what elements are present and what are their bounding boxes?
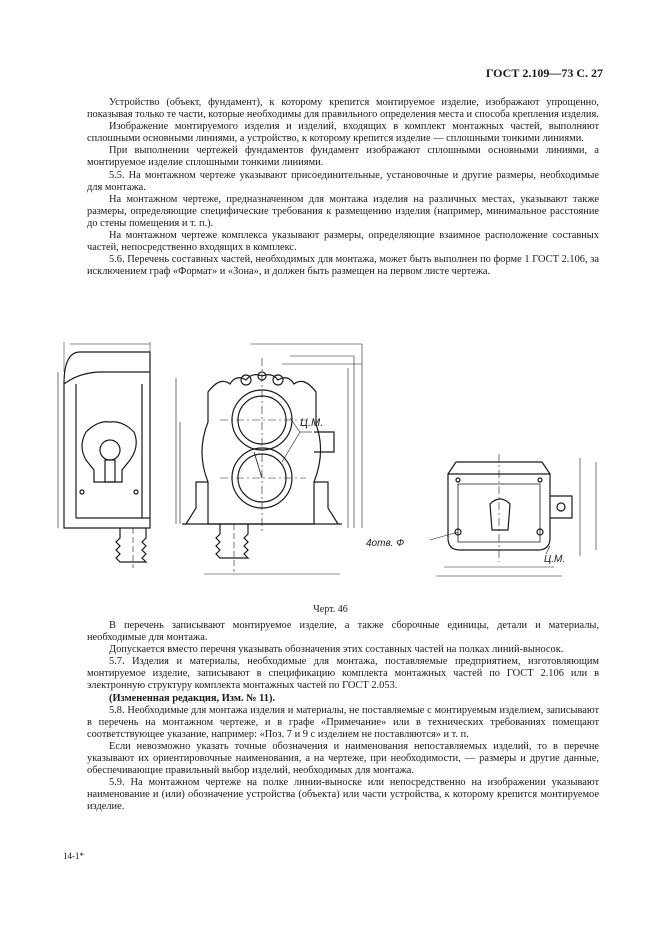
technical-drawing <box>50 332 610 600</box>
paragraph: 5.5. На монтажном чертеже указывают присоединительные, установочные и другие размеры, необходимые для монтажа. <box>87 169 599 193</box>
text-block-top <box>87 97 599 278</box>
paragraph: На монтажном чертеже, предназначенном для монтажа изделия на различных местах, указывают также размеры, определяющие специфические требования к размещению изделия (например, минимальное расстояние до стены помещения и т. п.). <box>87 193 599 229</box>
holes-label: 4отв. Ф <box>366 538 405 549</box>
front-view <box>176 344 362 574</box>
paragraph: Изображение монтируемого изделия и изделий, входящих в комплект монтажных частей, выполняют сплошными основными линиями, а устройство, к которому крепится изделие — сплошными тонкими линиями. <box>87 121 599 145</box>
page-header: ГОСТ 2.109—73 С. 27 <box>485 66 603 80</box>
figure-caption: Черт. 46 <box>313 604 348 615</box>
plan-view <box>430 454 596 576</box>
text-block-bottom <box>87 620 599 814</box>
paragraph: При выполнении чертежей фундаментов фундамент изображают сплошными основными линиями, а монтируемое изделие сплошными тонкими линиями. <box>87 145 599 169</box>
center-mark-label: Ц.М. <box>544 554 566 565</box>
paragraph: 5.8. Необходимые для монтажа изделия и материалы, не поставляемые с монтируемым изделием, записывают в перечень на монтажном чертеже, и в графе «Примечание» или в технических требованиях помещают соответствующее указание, например: «Поз. 7 и 9 с изделием не поставляются» и т. п. <box>87 704 599 740</box>
paragraph: На монтажном чертеже комплекса указывают размеры, определяющие взаимное расположение составных частей, непосредственно входящих в комплекс. <box>87 230 599 254</box>
side-view <box>58 342 150 568</box>
center-mark-label: Ц.М. <box>300 417 324 429</box>
paragraph: 5.6. Перечень составных частей, необходимых для монтажа, может быть выполнен по форме 1 ГОСТ 2.106, за исключением граф «Формат» и «Зона», и должен быть размещен на первом листе чертежа. <box>87 254 599 278</box>
paragraph: Устройство (объект, фундамент), к которому крепится монтируемое изделие, изображают упрощенно, показывая только те части, которые необходимы для правильного определения места и способа крепления изделия. <box>87 97 599 121</box>
page-footer-code: 14-1* <box>63 851 84 861</box>
paragraph: В перечень записывают монтируемое изделие, а также сборочные единицы, детали и материалы, необходимые для монтажа. <box>87 620 599 644</box>
paragraph: 5.9. На монтажном чертеже на полке линии-выноске или непосредственно на изображении указывают наименование и (или) обозначение устройства (объекта) или части устройства, к которому крепится монтируемое изделие. <box>87 777 599 813</box>
paragraph: 5.7. Изделия и материалы, необходимые для монтажа, поставляемые предприятием, изготовляющим монтируемое изделие, записывают в спецификацию комплекта монтажных частей по ГОСТ 2.106 или в электронную структуру комплекта монтажных частей по ГОСТ 2.053. <box>87 656 599 692</box>
paragraph: Допускается вместо перечня указывать обозначения этих составных частей на полках линий-выносок. <box>109 644 564 656</box>
paragraph: Если невозможно указать точные обозначения и наименования непоставляемых изделий, то в перечне указывают их ориентировочные наименования, а на чертеже, при необходимости, — размеры и другие данные, обеспечивающие правильный выбор изделий, необходимых для монтажа. <box>87 740 599 777</box>
amendment-note: (Измененная редакция, Изм. № 11). <box>109 692 276 704</box>
